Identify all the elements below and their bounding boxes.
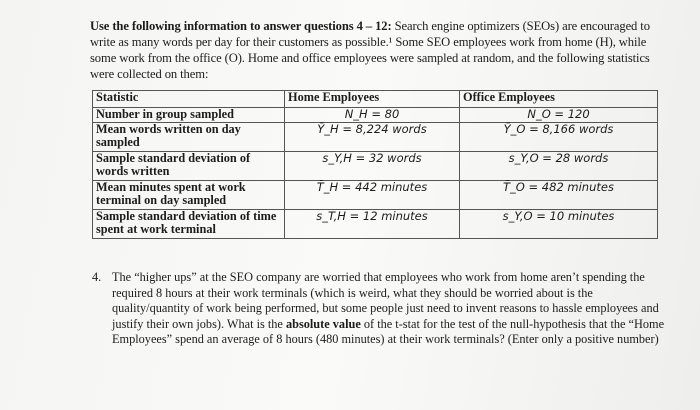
office-value: T̄_O = 482 minutes [460,181,658,210]
office-value: N_O = 120 [460,108,658,123]
intro-lead: Use the following information to answer questions 4 – 12: [90,19,392,33]
header-home: Home Employees [285,91,460,108]
table-row [93,152,658,181]
office-value: Ȳ_O = 8,166 words [460,123,658,152]
row-label: Number in group sampled [93,108,285,123]
row-label: Mean minutes spent at work terminal on day sampled [93,181,285,210]
row-label: Sample standard deviation of time spent at work terminal [93,210,285,239]
table-row [93,210,658,239]
office-value: s_Y,O = 10 minutes [460,210,658,239]
question-text-a: The “higher ups” at the SEO company are worried that employees who work from home aren’t spending the required 8 hours at their work terminals (which is weird, what they should be worried about is the quality/quantity of work being performed, but some people just need to invent reasons to hassle employees and justify their own jobs). What is the [112,270,659,331]
question-text-b: of the t-stat for the test of the null-hypothesis that the “Home Employees” spend an average of 8 hours (480 minutes) at their work terminals? (Enter only a positive number) [112,316,665,346]
table-header-row [93,91,658,108]
office-value: s_Y,O = 28 words [460,152,658,181]
table-row [93,108,658,123]
question-bold: absolute value [285,316,361,331]
home-value: s_T,H = 12 minutes [285,210,460,239]
statistics-table [92,90,658,239]
row-label: Sample standard deviation of words written [93,152,285,181]
home-value: N_H = 80 [285,108,460,123]
home-value: T̄_H = 442 minutes [285,181,460,210]
intro-text: Search engine optimizers (SEOs) are encouraged to write as many words per day for their customers as possible.¹ Some SEO employees work from home (H), while some work from the office (O). Home and office employees were sampled at random, and the following statistics were collected on them: [90,19,650,81]
table-row [93,123,658,152]
row-label: Mean words written on day sampled [93,123,285,152]
question-4 [92,270,667,348]
home-value: s_Y,H = 32 words [285,152,460,181]
home-value: Ȳ_H = 8,224 words [285,123,460,152]
header-statistic: Statistic [93,91,285,108]
header-office: Office Employees [460,91,658,108]
question-number: 4. [92,270,102,284]
intro-paragraph [90,18,670,82]
table-row [93,181,658,210]
